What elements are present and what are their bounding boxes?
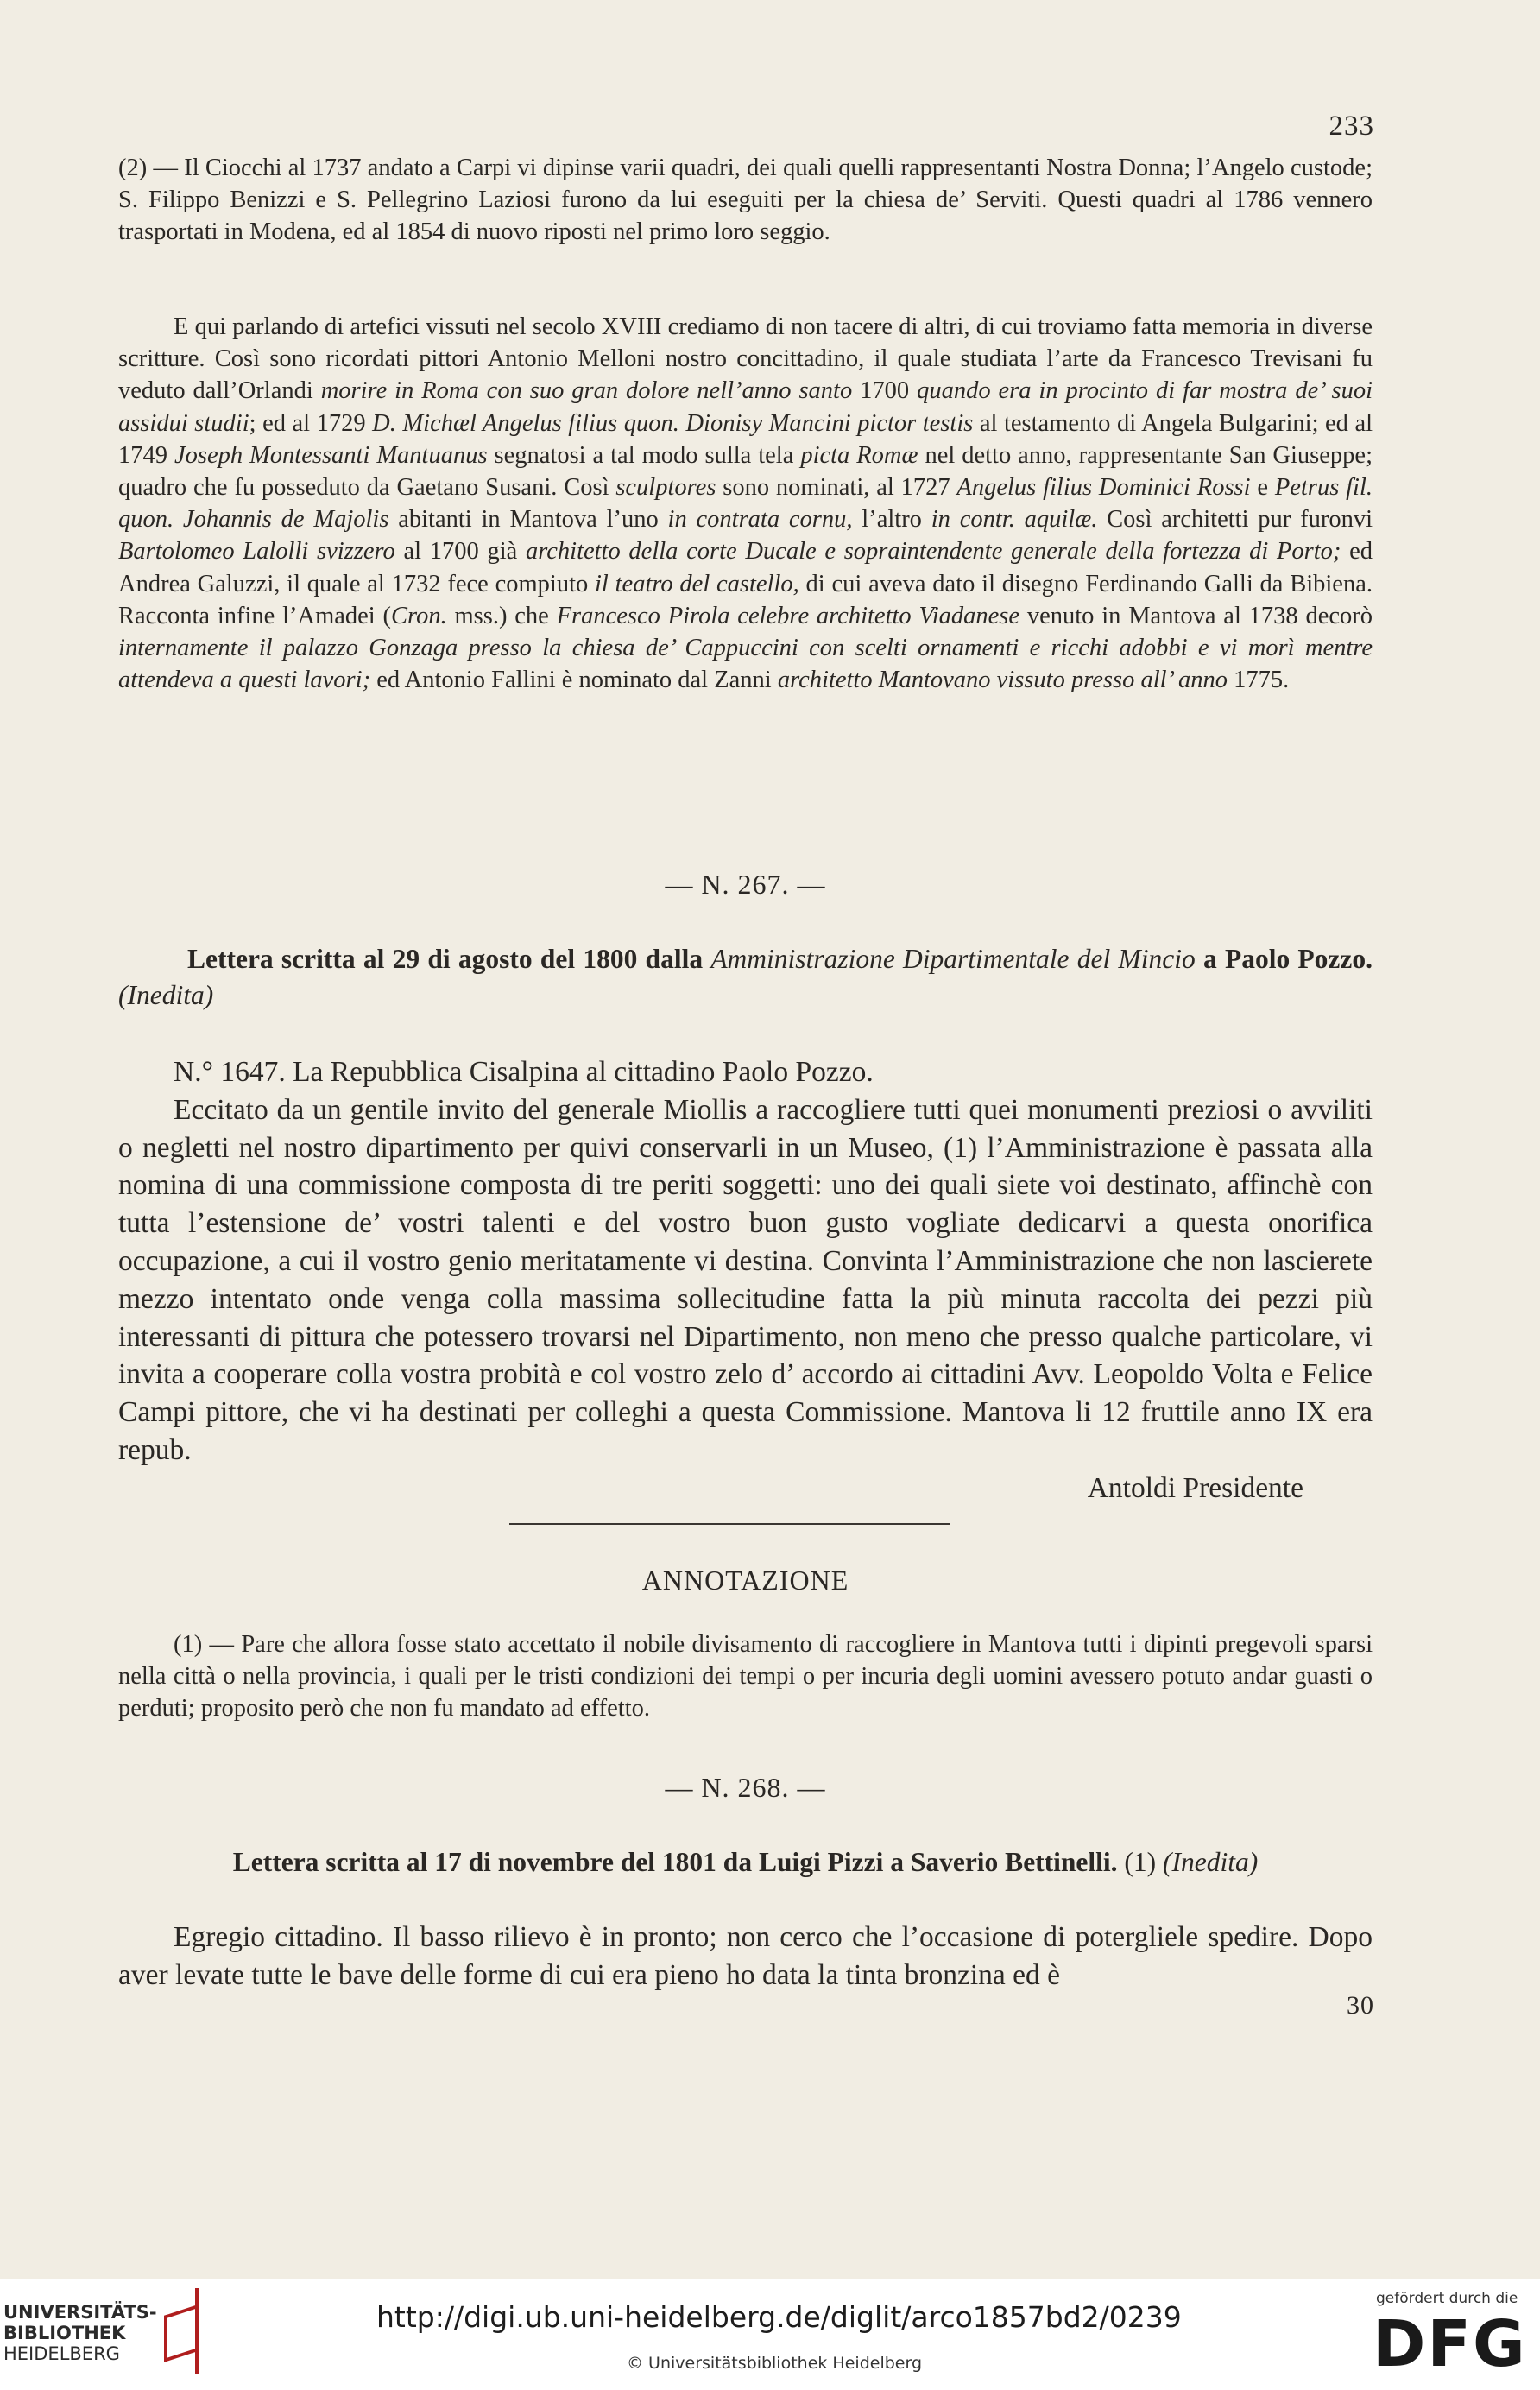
annotation-heading: ANNOTAZIONE	[641, 1565, 849, 1596]
letter-268-text: Egregio cittadino. Il basso rilievo è in pronto; non cerco che l’occasione di potergliele spedire. Dopo aver levate tutte le bave delle forme di cui era pieno ho data la tinta bronzina ed è	[118, 1921, 1373, 1991]
page-number: 233	[1329, 111, 1374, 142]
letter-268-title: Lettera scritta al 17 di novembre del 1801 da Luigi Pizzi a Saverio Bettinelli. (1) (Inedita)	[232, 1847, 1259, 1877]
dfg-logo[interactable]: DFG	[1373, 2307, 1527, 2381]
letter-267-signature: Antoldi Presidente	[1087, 1471, 1303, 1504]
library-logo-line: BIBLIOTHEK	[3, 2323, 126, 2343]
library-logo[interactable]	[3, 2302, 157, 2364]
permalink-url[interactable]: http://digi.ub.uni-heidelberg.de/diglit/arco1857bd2/0239	[376, 2300, 1182, 2334]
signature-mark: 30	[1347, 1991, 1374, 2020]
library-emblem-icon	[161, 2288, 199, 2374]
viewer-footer	[0, 2279, 1540, 2390]
copyright-notice: © Universitätsbibliothek Heidelberg	[627, 2354, 923, 2373]
library-logo-line: HEIDELBERG	[3, 2343, 120, 2364]
letter-267-heading: — N. 267. —	[665, 869, 826, 900]
dfg-caption: gefördert durch die	[1376, 2290, 1518, 2307]
letter-267-opening: N.° 1647. La Repubblica Cisalpina al cittadino Paolo Pozzo.	[174, 1056, 874, 1088]
artists-paragraph	[118, 311, 1373, 696]
library-logo-line: UNIVERSITÄTS-	[3, 2302, 157, 2323]
letter-267-body	[118, 1053, 1373, 1508]
footnote-2	[118, 152, 1373, 249]
annotation-note-text: (1) — Pare che allora fosse stato accettato il nobile divisamento di raccogliere in Mantova tutti i dipinti pregevoli sparsi nella città o nella provincia, i quali per le tristi condizioni dei tempi o per incuria degli uomini avessero potuto andar guasti o perduti; proposito però che non fu mandato ad effetto.	[118, 1631, 1373, 1723]
letter-267-text: Eccitato da un gentile invito del generale Miollis a raccogliere tutti quei monumenti preziosi o avviliti o negletti nel nostro dipartimento per quivi conservarli in un Museo, (1) l’Amministrazione è passata alla nomina di una commissione composta di tre periti soggetti: uno dei quali siete voi destinato, affinchè con tutta l’estensione de’ vostri talenti e del vostro buon gusto vogliate dedicarvi a questa onorifica occupazione, a cui il vostro genio meritatamente vi destina. Convinta l’Amministrazione che non lascierete mezzo intentato onde venga colla massima sollecitudine fatta la più minuta raccolta dei pezzi più interessanti di pittura che potessero trovarsi nel Dipartimento, non meno che presso qualche particolare, vi invita a cooperare colla vostra probità e col vostro zelo d’ accordo ai cittadini Avv. Leopoldo Volta e Felice Campi pittore, che vi ha destinati per colleghi a questa Commissione. Mantova li 12 fruttile anno IX era repub.	[118, 1093, 1373, 1466]
annotation-note	[118, 1628, 1373, 1725]
artists-paragraph-text: E qui parlando di artefici vissuti nel secolo XVIII crediamo di non tacere di altri, di cui troviamo fatta memoria in diverse scritture. Così sono ricordati pittori Antonio Melloni nostro concittadino, il quale studiata l’arte da Francesco Trevisani fu veduto dall’Orlandi morire in Roma con suo gran dolore nell’anno santo 1700 quando era in procinto di far mostra de’ suoi assidui studii; ed al 1729 D. Michæl Angelus filius quon. Dionisy Mancini pictor testis al testamento di Angela Bulgarini; ed al 1749 Joseph Montessanti Mantuanus segnatosi a tal modo sulla tela picta Romæ nel detto anno, rappresentante San Giuseppe; quadro che fu posseduto da Gaetano Susani. Così sculptores sono nominati, al 1727 Angelus filius Dominici Rossi e Petrus fil. quon. Johannis de Majolis abitanti in Mantova l’uno in contrata cornu, l’altro in contr. aquilæ. Così architetti pur furonvi Bartolomeo Lalolli svizzero al 1700 già architetto della corte Ducale e sopraintendente generale della fortezza di Porto; ed Andrea Galuzzi, il quale al 1732 fece compiuto il teatro del castello, di cui aveva dato il disegno Ferdinando Galli da Bibiena. Racconta infine l’Amadei (Cron. mss.) che Francesco Pirola celebre architetto Viadanese venuto in Mantova al 1738 decorò internamente il palazzo Gonzaga presso la chiesa de’ Cappuccini con scelti ornamenti e ricchi adobbi e vi morì mentre attendeva a questi lavori; ed Antonio Fallini è nominato dal Zanni architetto Mantovano vissuto presso all’ anno 1775.	[118, 313, 1373, 694]
letter-268-heading: — N. 268. —	[665, 1772, 826, 1803]
letter-268-body	[118, 1919, 1373, 1995]
footnote-2-text: (2) — Il Ciocchi al 1737 andato a Carpi vi dipinse varii quadri, dei quali quelli rappresentanti Nostra Donna; l’Angelo custode; S. Filippo Benizzi e S. Pellegrino Laziosi furono da lui eseguiti per la chiesa de’ Serviti. Questi quadri al 1786 vennero trasportati in Modena, ed al 1854 di nuovo riposti nel primo loro seggio.	[118, 155, 1373, 246]
section-divider	[509, 1523, 950, 1525]
letter-267-title: Lettera scritta al 29 di agosto del 1800 dalla Amministrazione Dipartimentale del Mincio a Paolo Pozzo. (Inedita)	[118, 944, 1373, 1010]
